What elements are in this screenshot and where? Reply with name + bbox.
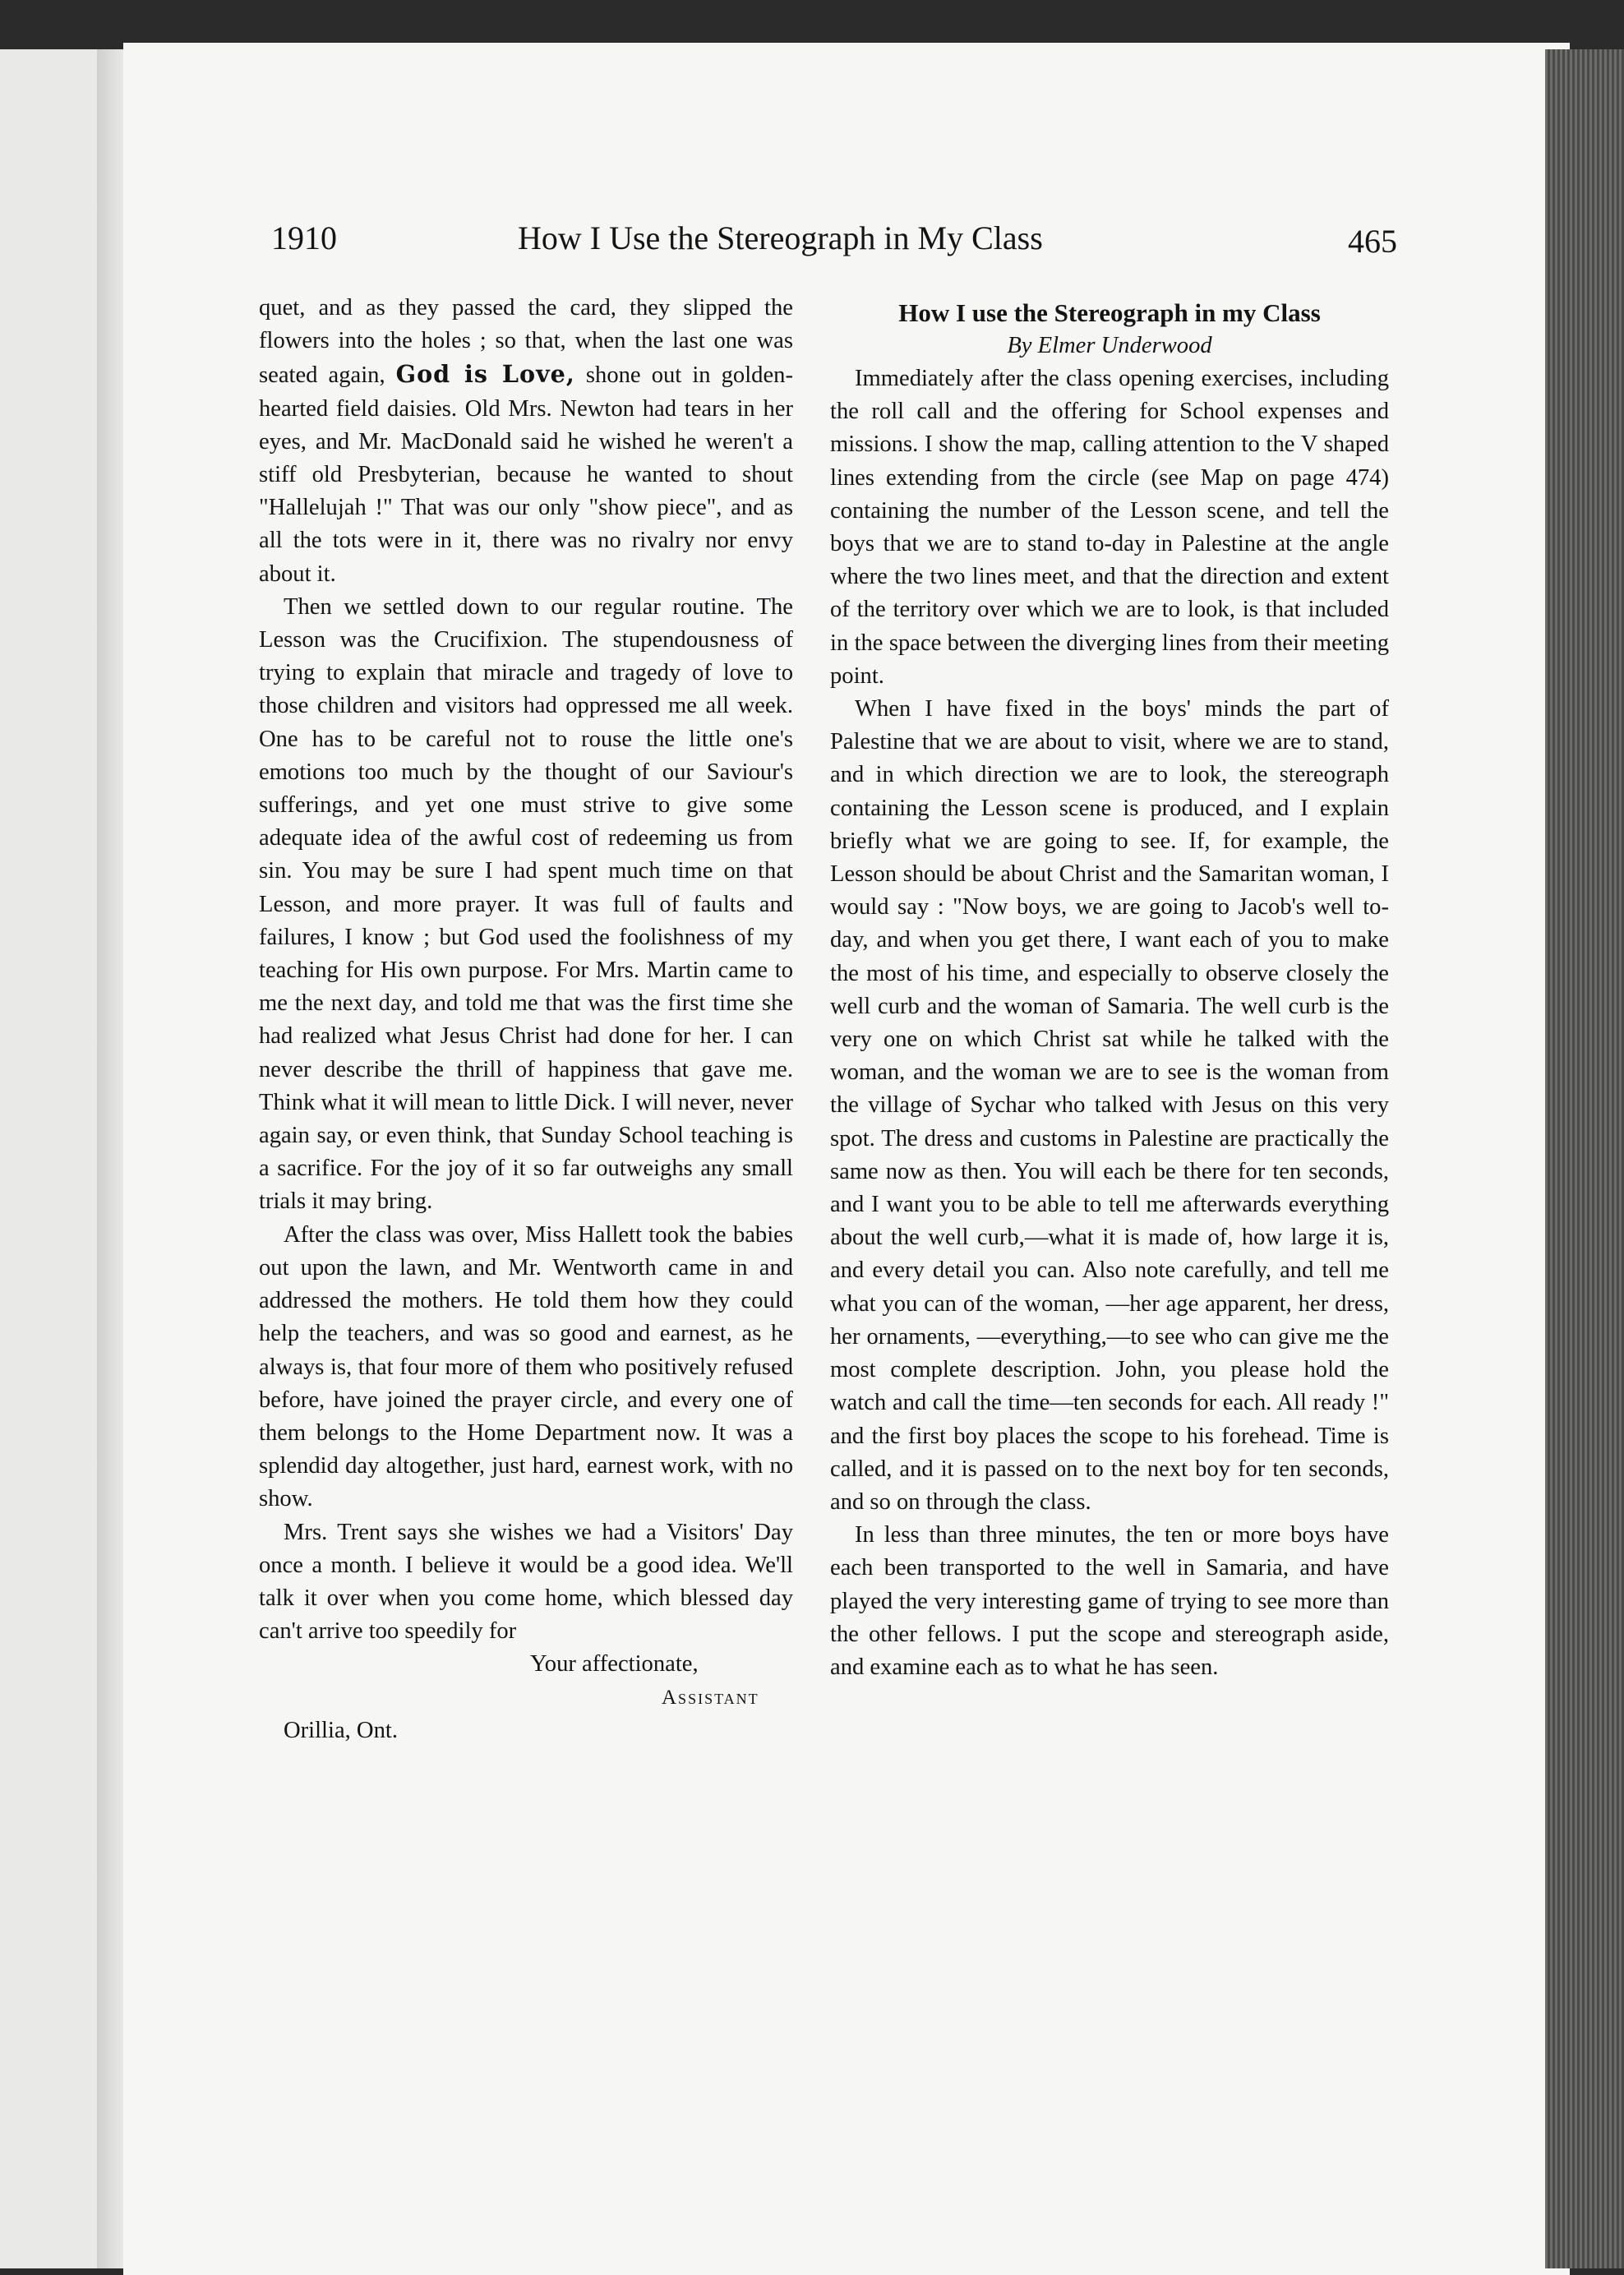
left-column bbox=[259, 292, 793, 1747]
closing-line: Your affectionate, bbox=[530, 1651, 699, 1677]
left-paragraph-2: Then we settled down to our regular routine. The Lesson was the Crucifixion. The stupendousness of trying to explain that miracle and tragedy of love to those children and visitors had oppressed me all week. One has to be careful not to rouse the little one's emotions too much by the thought of our Saviour's sufferings, and yet one must strive to give some adequate idea of the awful cost of redeeming us from sin. You may be sure I had spent much time on that Lesson, and more prayer. It was full of faults and failures, I know ; but God used the foolishness of my teaching for His own purpose. For Mrs. Martin came to me the next day, and told me that was the first time she had realized what Jesus Christ had done for her. I can never describe the thrill of happiness that gave me. Think what it will mean to little Dick. I will never, never again say, or even think, that Sunday School teaching is a sacrifice. For the joy of it so far outweighs any small trials it may bring. bbox=[259, 593, 793, 1215]
page-number: 465 bbox=[1348, 223, 1397, 260]
signature: Assistant bbox=[662, 1686, 759, 1709]
article-byline: By Elmer Underwood bbox=[1007, 333, 1212, 358]
article-title: How I use the Stereograph in my Class bbox=[898, 298, 1321, 327]
gothic-phrase: God is Love, bbox=[395, 360, 575, 389]
right-paragraph-3: In less than three minutes, the ten or more boys have each been transported to the well in Samaria, and have played the very interesting game of trying to see more than the other fellows. I put the scope and stereograph aside, and examine each as to what he has seen. bbox=[830, 1522, 1389, 1680]
page-header bbox=[271, 219, 1397, 276]
left-paragraph-4: Mrs. Trent says she wishes we had a Visitors' Day once a month. I believe it would be a good idea. We'll talk it over when you come home, which blessed day can't arrive too speedily for bbox=[259, 1519, 793, 1645]
left-paragraph-3: After the class was over, Miss Hallett took the babies out upon the lawn, and Mr. Wentworth came in and addressed the mothers. He told them how they could help the teachers, and was so good and earnest, as he always is, that four more of them who positively refused before, have joined the prayer circle, and every one of them belongs to the Home Department now. It was a splendid day altogether, just hard, earnest work, with no show. bbox=[259, 1221, 793, 1512]
left-paragraph-1-part-b: shone out in golden-hearted field daisies. Old Mrs. Newton had tears in her eyes, and Mr. MacDonald said he wished he weren't a stiff old Presbyterian, because he wanted to shout "Hallelujah !" That was our only "show piece", and as all the tots were in it, there was no rivalry nor envy about it. bbox=[259, 362, 793, 587]
page-year: 1910 bbox=[271, 219, 337, 256]
right-paragraph-2: When I have fixed in the boys' minds the part of Palestine that we are about to visit, where we are to stand, and in which direction we are to look, the stereograph containing the Lesson scene is produced, and I explain briefly what we are going to see. If, for example, the Lesson should be about Christ and the Samaritan woman, I would say : "Now boys, we are going to Jacob's well to-day, and when you get there, I want each of you to make the most of his time, and especially to observe closely the well curb and the woman of Samaria. The well curb is the very one on which Christ sat while he talked with the woman, and the woman we are to see is the woman from the village of Sychar who talked with Jesus on this very spot. The dress and customs in Palestine are practically the same now as then. You will each be there for ten seconds, and I want you to be able to tell me afterwards everything about the well curb,—what it is made of, how large it is, and every detail you can. Also note carefully, and tell me what you can of the woman, —her age apparent, her dress, her ornaments, —everything,—to see who can give me the most complete description. John, you please hold the watch and call the time—ten seconds for each. All ready !" and the first boy places the scope to his forehead. Time is called, and it is passed on to the next boy for ten seconds, and so on through the class. bbox=[830, 696, 1389, 1515]
running-title: How I Use the Stereograph in My Class bbox=[518, 219, 1043, 256]
left-paragraph-1 bbox=[259, 292, 793, 591]
page-block-edges bbox=[1545, 49, 1624, 2268]
place-line: Orillia, Ont. bbox=[284, 1717, 398, 1743]
right-paragraph-1: Immediately after the class opening exercises, including the roll call and the offering for School expenses and missions. I show the map, calling attention to the V shaped lines extending from the circle (see Map on page 474) containing the number of the Lesson scene, and tell the boys that we are to stand to-day in Palestine at the angle where the two lines meet, and that the direction and extent of the territory over which we are to look, is that included in the space between the diverging lines from their meeting point. bbox=[830, 366, 1389, 689]
right-column bbox=[830, 297, 1389, 1684]
facing-page-edge bbox=[0, 49, 107, 2268]
left-paragraph-1-part-a: quet, and as they passed the card, they slipped the flowers into the holes ; so that, when the last one was seated again, bbox=[259, 295, 793, 389]
